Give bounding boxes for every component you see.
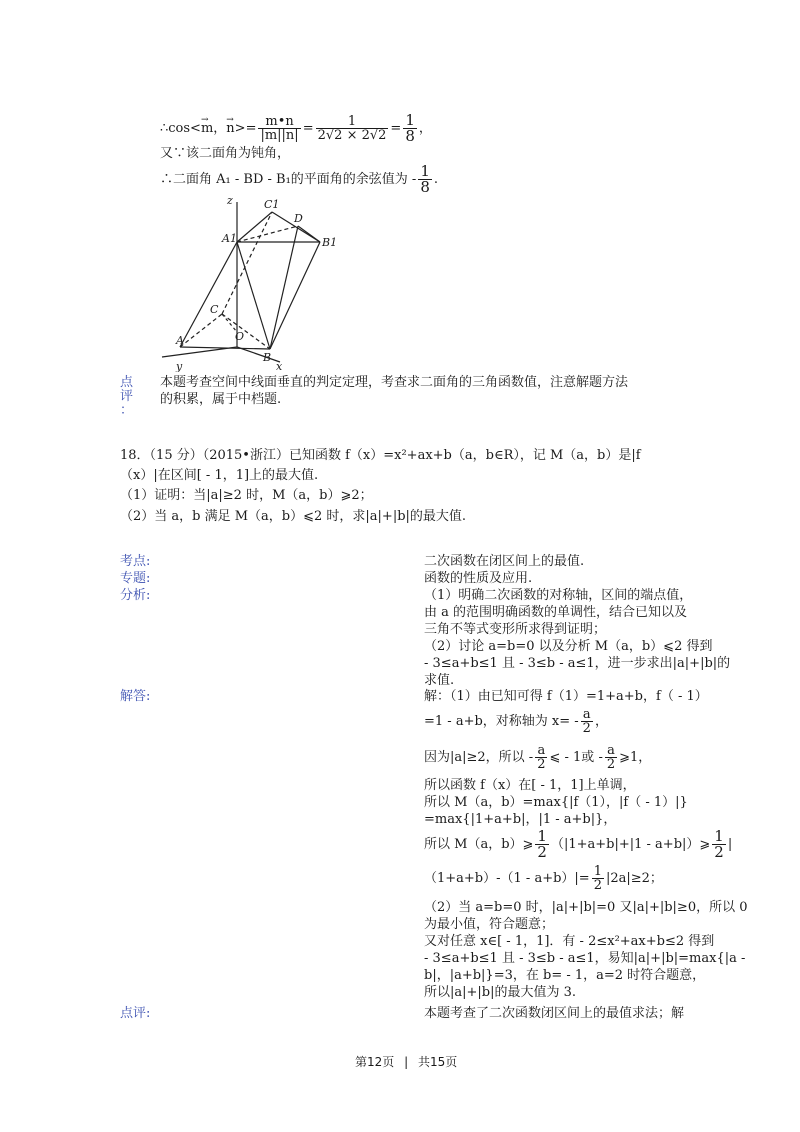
edge-CB [222,314,270,349]
jieda-line: 所以|a|+|b|的最大值为 3. [424,985,577,1000]
label-C1: C1 [264,198,280,211]
problem-18-line: （1）证明：当|a|≥2 时，M（a，b）⩾2； [120,488,373,503]
text: （|1+a+b|+|1 - a+b|）⩾ [550,837,711,852]
edge-AC [180,314,222,347]
page-number: 第12页 [355,1055,395,1069]
label-O: O [235,330,245,343]
zhuanti-label: 专题: [120,571,151,586]
fraction-dot-over-norms [258,115,300,142]
text: ， [594,714,608,729]
kaodian-label: 考点: [120,554,151,569]
fenxi-line: 三角不等式变形所求得到证明； [424,622,607,637]
cos-prefix: ∴cos< [160,121,201,136]
fenxi-line: - 3≤a+b≤1 且 - 3≤b - a≤1，进一步求出|a|+|b|的 [424,656,731,671]
edge-A1C1 [237,212,272,242]
frac-num: 1 [316,115,389,129]
zhuanti-text: 函数的性质及应用. [424,571,533,586]
edge-CC1 [222,212,272,314]
text: ⩾1， [619,750,652,765]
jieda-label: 解答: [120,689,151,704]
label-B1: B1 [322,236,338,249]
frac-num: 1 [714,827,724,845]
frac-num: a [581,708,593,722]
frac-den: 8 [405,127,415,145]
jieda-line [424,706,608,738]
fenxi-line: 由 a 的范围明确函数的单调性，结合已知以及 [424,605,688,620]
jieda-line: 解：（1）由已知可得 f（1）=1+a+b，f（ - 1） [424,689,708,704]
comment-label-line: 评 [120,389,134,404]
label-y: y [176,360,183,372]
fenxi-line: 求值. [424,673,455,688]
label-D: D [294,212,303,225]
cosine-result-line [160,164,438,195]
edge-AA1 [180,242,237,347]
fraction-a-over-2 [535,744,547,771]
fraction-half [712,829,726,860]
dianping-text: 本题考查了二次函数闭区间上的最值求法；解 [424,1006,685,1021]
jieda-line: 为最小值，符合题意； [424,917,555,932]
text: | [727,837,733,852]
fraction-a-over-2 [605,744,617,771]
comment-text-line: 的积累，属于中档题. [160,392,282,407]
comment-text-line: 本题考查空间中线面垂直的判定定理，考查求二面角的三角函数值，注意解题方法 [160,375,629,390]
frac-den: 8 [420,178,430,196]
label-B: B [263,351,272,364]
label-A: A [176,334,184,347]
page-total: 共15页 [417,1055,458,1069]
text: ⩽ - 1或 - [549,750,603,765]
jieda-line: - 3≤a+b≤1 且 - 3≤b - a≤1，易知|a|+|b|=max{|a - [424,951,746,966]
comment-label-line: 点 [120,375,134,390]
obtuse-angle-line: 又∵该二面角为钝角， [160,146,291,161]
fraction-result [403,113,417,144]
comment-label-line: ： [120,403,134,418]
comma: ， [213,121,227,136]
jieda-line [424,742,651,774]
label-z: z [227,194,233,207]
frac-num: 1 [593,864,602,879]
fenxi-line: （2）讨论 a=b=0 以及分析 M（a，b）⩽2 得到 [424,639,713,654]
text: =1 - a+b，对称轴为 x= - [424,714,579,729]
result-prefix: ∴二面角 A₁ - BD - B₁的平面角的余弦值为 - [160,172,417,187]
page-footer [355,1054,457,1070]
frac-den: 2 [593,878,602,893]
label-x: x [276,360,283,372]
text: 因为|a|≥2，所以 - [424,750,534,765]
fraction-a-over-2 [581,708,593,735]
frac-den: 2 [537,757,546,772]
frac-den: 2 [714,843,724,861]
frac-den: |m||n| [260,128,299,143]
line-BD [270,226,298,349]
equals: = [390,121,402,136]
frac-num: 1 [405,111,415,129]
label-C: C [210,303,219,316]
period: . [433,172,438,187]
fraction-half [535,829,549,860]
problem-18-line: （x）|在区间[ - 1，1]上的最大值. [120,468,319,483]
prism-figure [150,192,350,372]
jieda-line [424,864,663,894]
frac-num: a [605,744,617,758]
jieda-line: （2）当 a=b=0 时，|a|+|b|=0 又|a|+|b|≥0，所以 0 [424,900,748,915]
fenxi-line: （1）明确二次函数的对称轴，区间的端点值， [424,588,693,603]
footer-separator: | [404,1055,409,1069]
edge-BB1 [270,242,320,349]
jieda-line: 所以函数 f（x）在[ - 1，1]上单调， [424,778,636,793]
comma: ， [418,121,432,136]
fraction-half [592,865,604,892]
text: |2a|≥2； [605,871,663,886]
gt-eq: >= [234,121,257,136]
fraction-one-over-8 [316,115,389,142]
jieda-line: 所以 M（a，b）=max{|f（1），|f（ - 1）|} [424,795,688,810]
frac-den: 2√2 × 2√2 [317,128,387,143]
problem-18-line: （2）当 a，b 满足 M（a，b）⩽2 时，求|a|+|b|的最大值. [120,509,467,524]
frac-num: 1 [420,162,430,180]
jieda-line [424,828,732,862]
text: 所以 M（a，b）⩾ [424,837,534,852]
comment-label [120,376,134,418]
vector-n: → n [226,112,234,146]
frac-num: a [535,744,547,758]
frac-num: m•n [258,115,300,129]
jieda-line: b|，|a+b|}=3，在 b= - 1，a=2 时符合题意， [424,968,706,983]
jieda-line: 又对任意 x∈[ - 1，1]．有 - 2≤x²+ax+b≤2 得到 [424,934,715,949]
jieda-line: =max{|1+a+b|，|1 - a+b|}， [424,812,617,827]
problem-18-line: 18．（15 分）（2015•浙江）已知函数 f（x）=x²+ax+b（a，b∈R），记 M（a，b）是|f [120,448,641,463]
fenxi-label: 分析: [120,588,151,603]
frac-den: 2 [606,757,616,772]
fraction-result [418,164,432,195]
equals: = [302,121,314,136]
text: （1+a+b）-（1 - a+b）|= [424,871,590,886]
frac-num: 1 [537,827,547,845]
vector-m: → m [201,112,213,146]
frac-den: 2 [537,843,547,861]
cosine-formula-line [160,112,432,146]
line-DB1 [298,226,320,242]
label-A1: A1 [222,232,237,245]
dianping-label: 点评: [120,1006,151,1021]
kaodian-text: 二次函数在闭区间上的最值. [424,554,585,569]
frac-den: 2 [582,721,591,736]
